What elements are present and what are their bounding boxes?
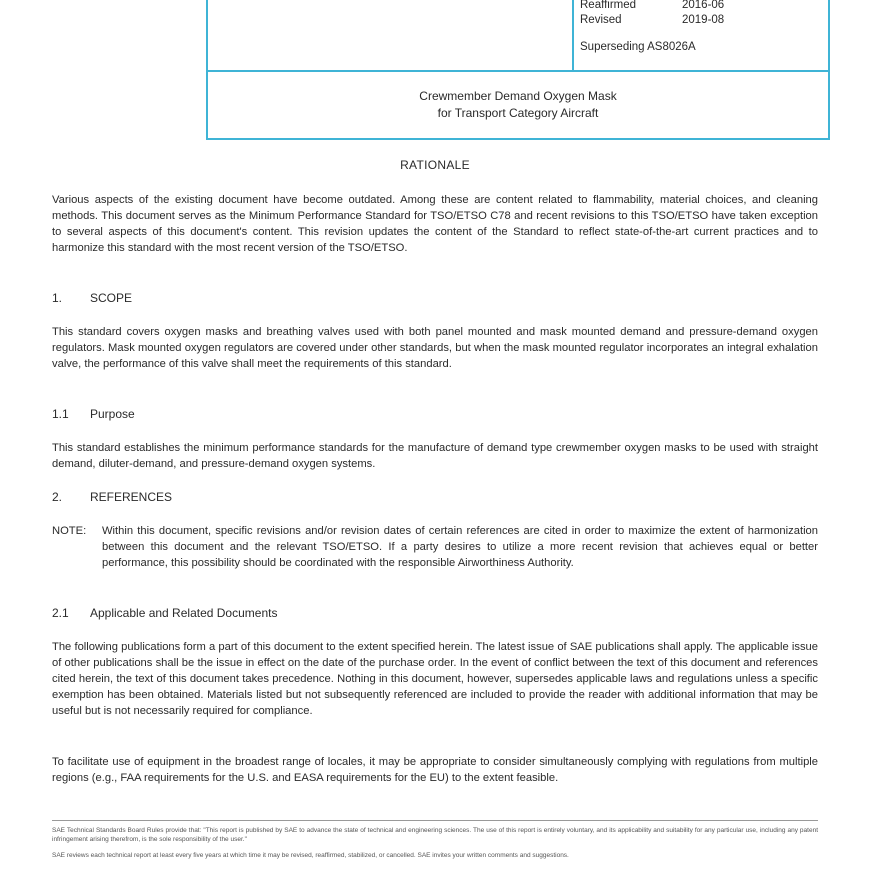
document-title — [208, 88, 828, 122]
document-title-line1: Crewmember Demand Oxygen Mask — [419, 89, 617, 103]
reaffirmed-date: 2016-06 — [682, 0, 725, 11]
revised-label: Revised — [580, 14, 622, 26]
scope-title: SCOPE — [90, 291, 133, 305]
references-number: 2. — [52, 490, 63, 504]
applicable-number: 2.1 — [52, 606, 69, 620]
document-header-box — [206, 0, 830, 140]
locales-paragraph: To facilitate use of equipment in the broadest range of locales, it may be appropriate to consider simultaneously complying with regulations from multiple regions (e.g., FAA requirements for the U.S. and EASA requirements for the EU) to the extent feasible. — [52, 756, 818, 784]
scope-paragraph: This standard covers oxygen masks and breathing valves used with both panel mounted and mask mounted demand and pressure-demand oxygen regulators. Mask mounted oxygen regulators are covered under other standards, but when the mask mounted regulator incorporates an integral exhalation valve, the performance of this valve shall meet the requirements of this standard. — [52, 326, 818, 370]
footer-divider — [52, 820, 818, 821]
purpose-number: 1.1 — [52, 407, 69, 421]
revised-row — [580, 13, 724, 28]
header-divider-vertical — [572, 0, 574, 72]
reaffirmed-row — [580, 0, 724, 13]
reaffirmed-label: Reaffirmed — [580, 0, 637, 11]
rationale-paragraph: Various aspects of the existing document have become outdated. Among these are content related to flammability, material choices, and cleaning methods. This document serves as the Minimum Performance Standard for TSO/ETSO C78 and recent revisions to this TSO/ETSO have taken exception to several aspects of this document's content. This revision updates the content of the Standard to reflect state-of-the-art current practices and to harmonize this standard with the most recent version of the TSO/ETSO. — [52, 194, 818, 254]
applicable-heading — [52, 606, 277, 620]
purpose-title: Purpose — [90, 407, 135, 421]
references-note — [52, 523, 818, 571]
purpose-paragraph: This standard establishes the minimum performance standards for the manufacture of demand type crewmember oxygen masks to be used with straight demand, diluter-demand, and pressure-demand oxygen systems. — [52, 442, 818, 470]
note-text: Within this document, specific revisions and/or revision dates of certain references are cited in order to maximize the extent of harmonization between this document and the relevant TSO/ETSO. If a party desires to utilize a more recent revision that achieves equal or better performance, this possibility should be coordinated with the responsible Airworthiness Authority. — [102, 525, 818, 569]
document-title-line2: for Transport Category Aircraft — [437, 106, 599, 120]
rationale-heading: RATIONALE — [400, 158, 470, 172]
revised-date: 2019-08 — [682, 14, 725, 26]
header-divider-horizontal — [208, 70, 828, 72]
note-label: NOTE: — [52, 525, 87, 537]
references-heading — [52, 490, 172, 504]
purpose-heading — [52, 407, 135, 421]
references-title: REFERENCES — [90, 490, 173, 504]
revision-info — [580, 0, 724, 55]
footer-review-note: SAE reviews each technical report at least every five years at which time it may be revised, reaffirmed, stabilized, or cancelled. SAE invites your written comments and suggestions. — [52, 852, 569, 859]
superseding-text: Superseding AS8026A — [580, 41, 696, 53]
applicable-paragraph: The following publications form a part of this document to the extent specified herein. The latest issue of SAE publications shall apply. The applicable issue of other publications shall be the issue in effect on the date of the purchase order. In the event of conflict between the text of this document and references cited herein, the text of this document takes precedence. Nothing in this document, however, supersedes applicable laws and regulations unless a specific exemption has been obtained. Materials listed but not subsequently referenced are included to provide the reader with additional information that may be useful but is not necessarily required for compliance. — [52, 641, 818, 717]
scope-heading — [52, 291, 132, 305]
footer-disclaimer: SAE Technical Standards Board Rules provide that: "This report is published by SAE to advance the state of technical and engineering sciences. The use of this report is entirely voluntary, and its applicability and suitability for any particular use, including any patent infringement arising therefrom, is the sole responsibility of the user." — [52, 827, 818, 843]
applicable-title: Applicable and Related Documents — [90, 606, 278, 620]
scope-number: 1. — [52, 291, 63, 305]
